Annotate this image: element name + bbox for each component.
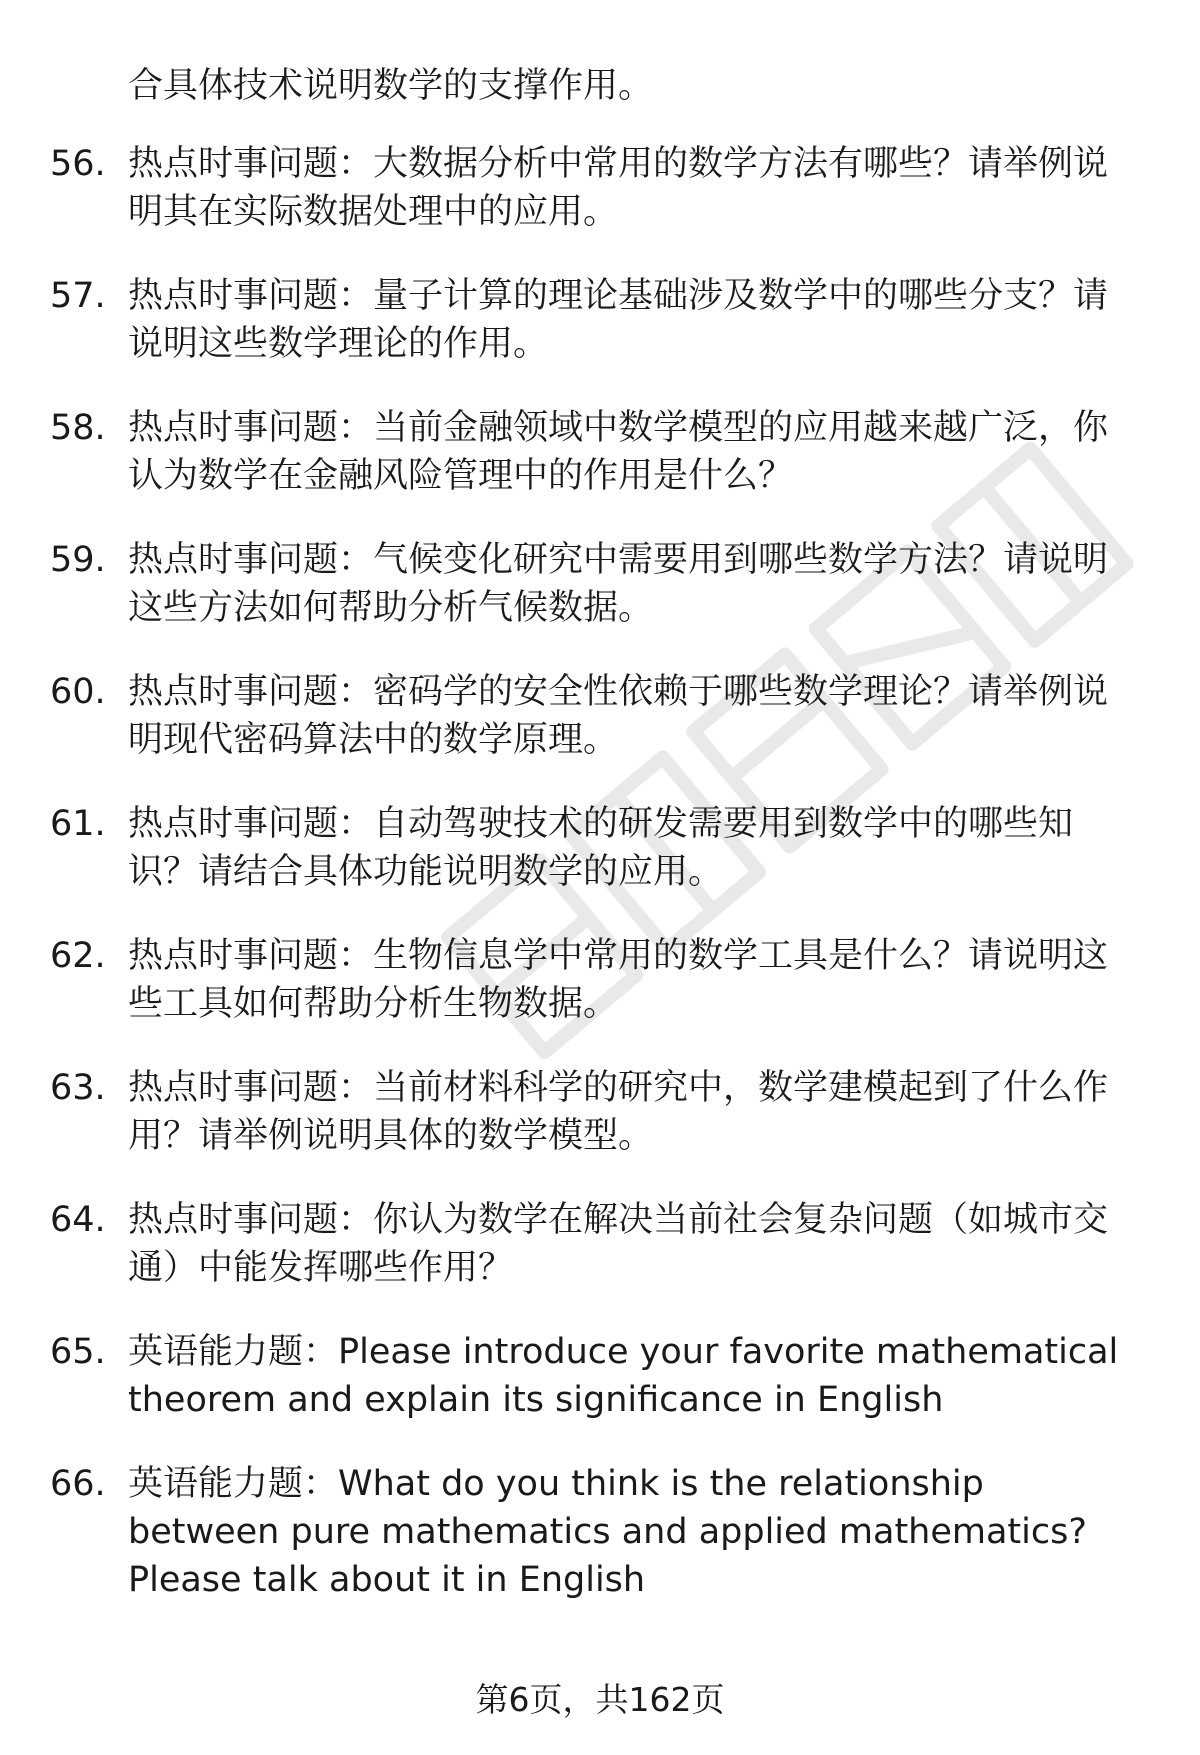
question-text: 热点时事问题：密码学的安全性依赖于哪些数学理论？请举例说明现代密码算法中的数学原理。 xyxy=(128,672,1109,760)
question-number: 61. xyxy=(50,804,106,844)
question-item xyxy=(50,1460,1140,1604)
question-text: 热点时事问题：大数据分析中常用的数学方法有哪些？请举例说明其在实际数据处理中的应用。 xyxy=(128,144,1109,232)
question-text: 热点时事问题：当前金融领域中数学模型的应用越来越广泛，你认为数学在金融风险管理中的作用是什么？ xyxy=(128,408,1109,496)
question-item xyxy=(50,272,1140,368)
page-number: 第6页，共162页 xyxy=(475,1680,725,1719)
question-text: 英语能力题：What do you think is the relationship between pure mathematics and applied mathematics? Please talk about it in English xyxy=(128,1464,1087,1600)
question-item xyxy=(50,668,1140,764)
question-item xyxy=(50,536,1140,632)
question-text: 热点时事问题：生物信息学中常用的数学工具是什么？请说明这些工具如何帮助分析生物数据。 xyxy=(128,936,1109,1024)
question-text: 热点时事问题：自动驾驶技术的研发需要用到数学中的哪些知识？请结合具体功能说明数学的应用。 xyxy=(128,804,1074,892)
question-item xyxy=(50,800,1140,896)
question-number: 56. xyxy=(50,144,106,184)
question-item xyxy=(50,1064,1140,1160)
continuation-text: 合具体技术说明数学的支撑作用。 xyxy=(128,66,654,106)
question-item xyxy=(50,1328,1140,1424)
question-text: 热点时事问题：你认为数学在解决当前社会复杂问题（如城市交通）中能发挥哪些作用？ xyxy=(128,1200,1109,1288)
question-text: 英语能力题：Please introduce your favorite mathematical theorem and explain its significance in English xyxy=(128,1332,1119,1420)
question-text: 热点时事问题：气候变化研究中需要用到哪些数学方法？请说明这些方法如何帮助分析气候数据。 xyxy=(128,540,1109,628)
question-number: 58. xyxy=(50,408,106,448)
question-text: 热点时事问题：当前材料科学的研究中，数学建模起到了什么作用？请举例说明具体的数学模型。 xyxy=(128,1068,1109,1156)
question-item xyxy=(50,1196,1140,1292)
question-number: 64. xyxy=(50,1200,106,1240)
question-number: 60. xyxy=(50,672,106,712)
question-number: 62. xyxy=(50,936,106,976)
question-number: 63. xyxy=(50,1068,106,1108)
question-number: 57. xyxy=(50,276,106,316)
question-list xyxy=(50,140,1140,1640)
question-item xyxy=(50,140,1140,236)
question-number: 65. xyxy=(50,1332,106,1372)
question-number: 59. xyxy=(50,540,106,580)
question-text: 热点时事问题：量子计算的理论基础涉及数学中的哪些分支？请说明这些数学理论的作用。 xyxy=(128,276,1109,364)
question-item xyxy=(50,404,1140,500)
question-number: 66. xyxy=(50,1464,106,1504)
question-item xyxy=(50,932,1140,1028)
